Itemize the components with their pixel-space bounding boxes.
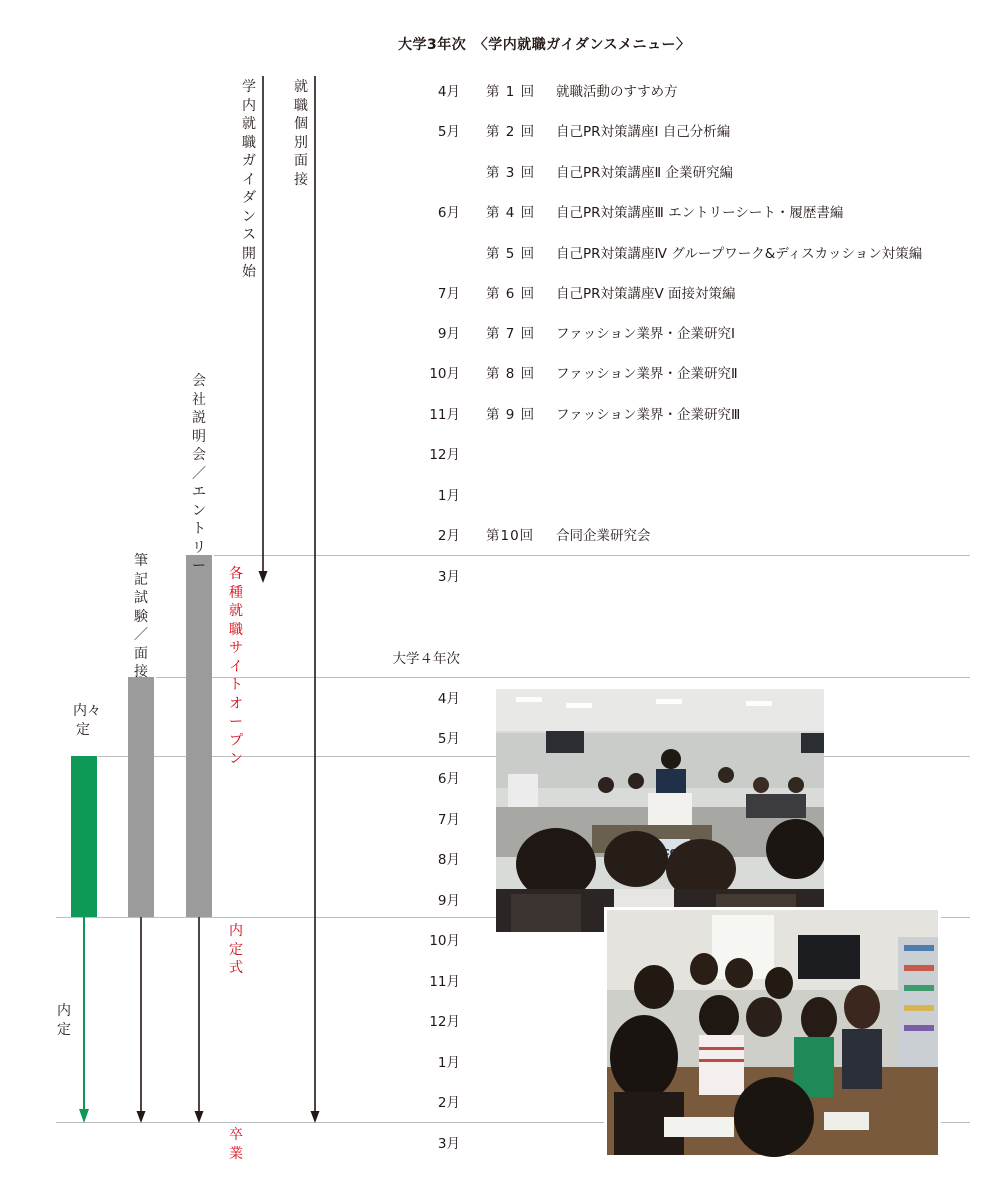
session-number: 第10回: [486, 528, 535, 544]
month-label: 9月: [437, 893, 460, 909]
month-label: 4月: [437, 691, 460, 707]
session-topic: 自己PR対策講座Ⅰ 自己分析編: [556, 124, 731, 140]
month-label: 1月: [437, 488, 460, 504]
session-number: 第 6 回: [486, 286, 536, 302]
session-topic: 自己PR対策講座Ⅴ 面接対策編: [556, 286, 736, 302]
year4-label: 大学４年次: [392, 651, 460, 667]
session-topic: 自己PR対策講座Ⅳ グループワーク&ディスカッション対策編: [556, 246, 923, 262]
students-photo: [604, 907, 941, 1158]
month-label: 11月: [429, 974, 460, 990]
month-label: 6月: [437, 205, 460, 221]
guidance-start-arrow: [259, 76, 268, 583]
site-open-label: 各種就職サイトオープン: [229, 566, 243, 767]
session-topic: 自己PR対策講座Ⅱ 企業研究編: [556, 165, 733, 181]
month-label: 10月: [429, 933, 460, 949]
offer-arrow: [79, 917, 89, 1123]
session-topic: 合同企業研究会: [556, 528, 651, 544]
graduation-label: 卒業: [229, 1127, 243, 1162]
month-label: 11月: [429, 407, 460, 423]
session-number: 第 8 回: [486, 366, 536, 382]
month-label: 3月: [437, 1136, 460, 1152]
session-number: 第 7 回: [486, 326, 536, 342]
month-label: 7月: [437, 286, 460, 302]
individual-interview-label: 就職個別面接: [294, 79, 308, 188]
session-number: 第 3 回: [486, 165, 536, 181]
session-topic: ファッション業界・企業研究Ⅲ: [556, 407, 741, 423]
month-label: 4月: [437, 84, 460, 100]
month-label: 2月: [437, 528, 460, 544]
session-number: 第 5 回: [486, 246, 536, 262]
ceremony-label: 内定式: [229, 923, 243, 976]
month-label: 2月: [437, 1095, 460, 1111]
session-topic: 就職活動のすすめ方: [556, 84, 678, 100]
month-label: 6月: [437, 771, 460, 787]
month-label: 12月: [429, 1014, 460, 1030]
session-topic: 自己PR対策講座Ⅲ エントリーシート・履歴書編: [556, 205, 844, 221]
month-label: 9月: [437, 326, 460, 342]
month-label: 1月: [437, 1055, 460, 1071]
month-label: 5月: [437, 731, 460, 747]
students-photo-image: [604, 907, 941, 1158]
info-session-label: 会社説明会／エントリー: [192, 373, 206, 574]
informal-offer-label: 内々定: [73, 703, 101, 738]
month-label: 5月: [437, 124, 460, 140]
month-label: 12月: [429, 447, 460, 463]
individual-interview-arrow: [311, 76, 320, 1123]
session-topic: ファッション業界・企業研究Ⅰ: [556, 326, 735, 342]
month-label: 7月: [437, 812, 460, 828]
month-label: 8月: [437, 852, 460, 868]
session-number: 第 2 回: [486, 124, 536, 140]
guidance-start-label: 学内就職ガイダンス開始: [242, 79, 256, 280]
seminar-photo-image: [496, 689, 824, 932]
month-label: 3月: [437, 569, 460, 585]
written-test-arrow: [137, 917, 146, 1123]
session-number: 第 4 回: [486, 205, 536, 221]
session-number: 第 9 回: [486, 407, 536, 423]
page-title: 大学3年次 〈学内就職ガイダンスメニュー〉: [398, 37, 691, 53]
info-session-arrow: [195, 917, 204, 1123]
offer-label: 内定: [57, 1003, 71, 1038]
written-test-label: 筆記試験／面接: [134, 553, 148, 680]
session-number: 第 1 回: [486, 84, 536, 100]
month-label: 10月: [429, 366, 460, 382]
seminar-photo: [496, 689, 824, 932]
session-topic: ファッション業界・企業研究Ⅱ: [556, 366, 738, 382]
